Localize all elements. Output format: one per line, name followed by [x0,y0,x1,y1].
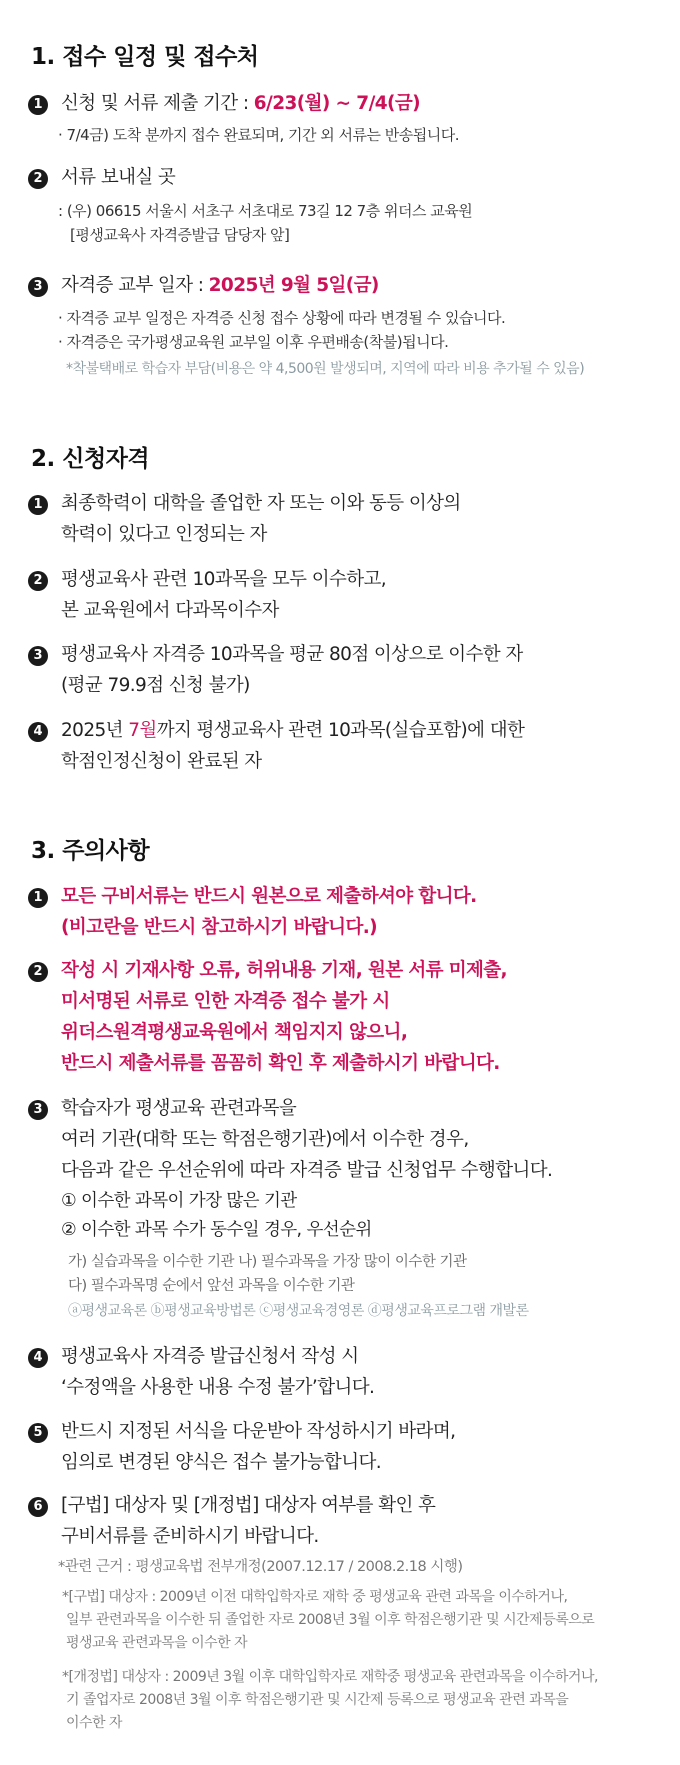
section-3-title: 3. 주의사항 [31,838,150,864]
number-badge-3: 3 [28,1100,48,1120]
number-badge-1: 1 [28,495,48,515]
caution-4-line-1: 평생교육사 자격증 발급신청서 작성 시 [61,1346,359,1367]
priority-option-2: ② 이수한 과목 수가 동수일 경우, 우선순위 [61,1220,372,1240]
number-badge-2: 2 [28,169,48,189]
issue-date [61,277,379,296]
number-badge-4: 4 [28,1348,48,1368]
eligibility-4-year: 2025년 [61,720,129,741]
eligibility-1-line-1: 최종학력이 대학을 졸업한 자 또는 이와 동등 이상의 [61,493,461,514]
application-period-note: · 7/4금) 도착 분까지 접수 완료되며, 기간 외 서류는 반송됩니다. [58,126,459,144]
legal-basis-note: *관련 근거 : 평생교육법 전부개정(2007.12.17 / 2008.2.18 시행) [58,1559,463,1575]
number-badge-4: 4 [28,722,48,742]
section-2-title: 2. 신청자격 [31,446,150,472]
eligibility-3-line-2: (평균 79.9점 신청 불가) [61,675,250,696]
caution-5-line-1: 반드시 지정된 서식을 다운받아 작성하시기 바라며, [61,1421,456,1442]
new-law-note-line-3: 이수한 자 [66,1715,123,1731]
number-badge-3: 3 [28,277,48,297]
required-subjects-list: ⓐ평생교육론 ⓑ평생교육방법론 ⓒ평생교육경영론 ⓓ평생교육프로그램 개발론 [68,1303,529,1319]
eligibility-3-line-1: 평생교육사 자격증 10과목을 평균 80점 이상으로 이수한 자 [61,644,523,665]
send-address-recipient: [평생교육사 자격증발급 담당자 앞] [70,226,290,244]
caution-6-line-2: 구비서류를 준비하시기 바랍니다. [61,1526,319,1547]
number-badge-2: 2 [28,962,48,982]
send-address-label: 서류 보내실 곳 [61,167,176,188]
issue-date-label: 자격증 교부 일자 : [61,275,209,296]
eligibility-2-line-2: 본 교육원에서 다과목이수자 [61,600,279,621]
priority-option-1: ① 이수한 과목이 가장 많은 기관 [61,1191,297,1211]
caution-2-line-2: 미서명된 서류로 인한 자격증 접수 불가 시 [61,991,390,1012]
old-law-note-line-2: 일부 관련과목을 이수한 뒤 졸업한 자로 2008년 3월 이후 학점은행기관 및 시간제등록으로 [66,1612,595,1628]
priority-detail-2: 다) 필수과목명 순에서 앞선 과목을 이수한 기관 [68,1278,355,1294]
caution-2-line-1: 작성 시 기재사항 오류, 허위내용 기재, 원본 서류 미제출, [61,960,507,981]
caution-1-line-2: (비고란을 반드시 참고하시기 바랍니다.) [61,917,377,938]
eligibility-4-rest: 까지 평생교육사 관련 10과목(실습포함)에 대한 [156,720,525,741]
caution-5-line-2: 임의로 변경된 양식은 접수 불가능합니다. [61,1452,382,1473]
number-badge-2: 2 [28,571,48,591]
application-period [61,95,420,114]
caution-1-line-1: 모든 구비서류는 반드시 원본으로 제출하셔야 합니다. [61,886,477,907]
new-law-note-line-2: 기 졸업자로 2008년 3월 이후 학점은행기관 및 시간제 등록으로 평생교육 관련 과목을 [66,1692,569,1708]
number-badge-6: 6 [28,1497,48,1517]
issue-date-note-2: · 자격증은 국가평생교육원 교부일 이후 우편배송(착불)됩니다. [58,333,449,351]
priority-detail-1: 가) 실습과목을 이수한 기관 나) 필수과목을 가장 많이 이수한 기관 [68,1254,467,1270]
old-law-note-line-3: 평생교육 관련과목을 이수한 자 [66,1635,248,1651]
number-badge-5: 5 [28,1423,48,1443]
eligibility-4-month: 7월 [128,720,157,741]
eligibility-1-line-2: 학력이 있다고 인정되는 자 [61,524,267,545]
caution-3-line-2: 여러 기관(대학 또는 학점은행기관)에서 이수한 경우, [61,1129,469,1150]
application-period-date: 6/23(월) ~ 7/4(금) [253,93,420,114]
section-1-title: 1. 접수 일정 및 접수처 [31,44,259,70]
eligibility-4-line-2: 학점인정신청이 완료된 자 [61,751,262,772]
application-period-label: 신청 및 서류 제출 기간 : [61,93,254,114]
caution-2-line-3: 위더스원격평생교육원에서 책임지지 않으니, [61,1022,408,1043]
number-badge-1: 1 [28,888,48,908]
number-badge-3: 3 [28,646,48,666]
send-address: : (우) 06615 서울시 서초구 서초대로 73길 12 7층 위더스 교육원 [58,202,473,220]
caution-3-line-1: 학습자가 평생교육 관련과목을 [61,1098,297,1119]
delivery-fee-note: *착불택배로 학습자 부담(비용은 약 4,500원 발생되며, 지역에 따라 비용 추가될 수 있음) [66,361,585,377]
issue-date-value: 2025년 9월 5일(금) [208,275,379,296]
new-law-note-line-1: *[개정법] 대상자 : 2009년 3월 이후 대학입학자로 재학중 평생교육 관련과목을 이수하거나, [62,1669,598,1685]
caution-2-line-4: 반드시 제출서류를 꼼꼼히 확인 후 제출하시기 바랍니다. [61,1053,500,1074]
eligibility-4-line-1 [61,722,524,741]
eligibility-2-line-1: 평생교육사 관련 10과목을 모두 이수하고, [61,569,387,590]
old-law-note-line-1: *[구법] 대상자 : 2009년 이전 대학입학자로 재학 중 평생교육 관련 과목을 이수하거나, [62,1589,568,1605]
caution-3-line-3: 다음과 같은 우선순위에 따라 자격증 발급 신청업무 수행합니다. [61,1160,553,1181]
caution-4-line-2: ‘수정액을 사용한 내용 수정 불가’합니다. [61,1377,375,1398]
number-badge-1: 1 [28,95,48,115]
caution-6-line-1: [구법] 대상자 및 [개정법] 대상자 여부를 확인 후 [61,1495,436,1516]
issue-date-note-1: · 자격증 교부 일정은 자격증 신청 접수 상황에 따라 변경될 수 있습니다. [58,309,506,327]
